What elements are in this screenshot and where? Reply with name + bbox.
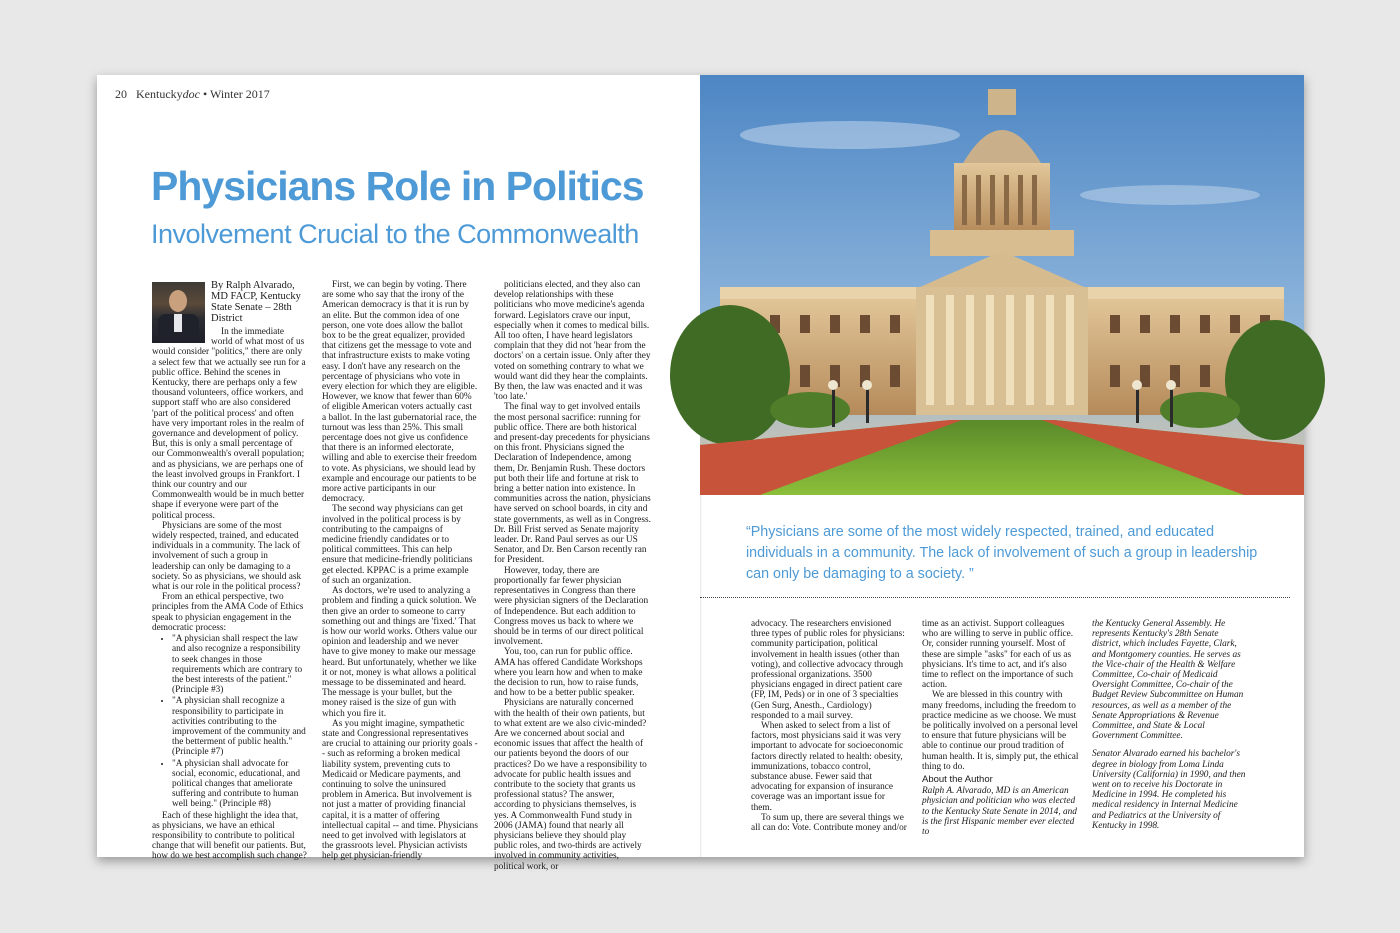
byline: By Ralph Alvarado, MD FACP, Kentucky State Senate – 28th District — [211, 280, 301, 324]
magazine-logo-mark: doc — [182, 87, 200, 101]
paragraph: Each of these highlight the idea that, as physicians, we have an ethical responsibility to contribute to political change that will benefit our patients. But, how do we best accomplish such change? — [152, 810, 307, 862]
author-bio: Senator Alvarado earned his bachelor's degree in biology from Loma Linda University (California) in 1990, and then went on to receive his Doctorate in Medicine in 1994. He completed his medical residency in Internal Medicine and Pediatrics at the University of Kentucky in 1998. — [1092, 749, 1246, 831]
text-column-3 — [494, 280, 651, 872]
author-photo — [152, 282, 205, 343]
magazine-name: Kentucky — [136, 87, 183, 101]
article-subtitle: Involvement Crucial to the Commonwealth — [151, 219, 639, 249]
list-item: • "A physician shall advocate for social, economic, educational, and political changes that ameliorate suffering and contribute to human well being." (Principle #8) — [172, 759, 307, 810]
paragraph: In the immediate world of what most of us would consider "politics," there are only a select few that we actually see run for a public office. Behind the scenes in Kentucky, there are perhaps only a few thousand volunteers, office workers, and support staff who are also considered 'part of the political process' and often have very important roles in the realm of governance and development of policy. But, this is only a small percentage of our Commonwealth's overall population; and as physicians, we are perhaps one of the least involved groups in Frankfort. I think our country and our Commonwealth would be in much better shape if everyone were part of the political process. — [152, 327, 306, 521]
paragraph: You, too, can run for public office. AMA has offered Candidate Workshops where you learn how and when to make the decision to run, how to raise funds, and how to be a better public speaker. — [494, 647, 643, 699]
text-column-2 — [322, 280, 478, 862]
ethics-principles-list — [152, 634, 307, 809]
paragraph: However, today, there are proportionally far fewer physician representatives in Congress than there were physician signers of the Declaration of Independence. But each addition to Congress moves us back to where we should be in terms of our direct political involvement. — [494, 565, 649, 648]
magazine-spread — [97, 75, 1304, 872]
paragraph: The final way to get involved entails the most personal sacrifice: running for public office. There are both historical and present-day precedents for physicians on this front. Physicians signed the Declaration of Independence, among them, Dr. Benjamin Rush. These doctors put both their life and fortune at risk to bring a better nation into existence. In communities across the nation, physicians have served on school boards, in city and state governments, as well as in Congress. Dr. Bill Frist served as Senate majority leader. Dr. Rand Paul serves as our US Senator, and Dr. Ben Carson recently ran for President. — [494, 402, 651, 566]
paragraph: politicians elected, and they also can develop relationships with these politicians who move medicine's agenda forward. Legislators crave our input, especially when it comes to medical bills. All too often, I have heard legislators complain that they did not 'hear from the doctors' on a certain issue. Only after they voted on something contrary to what we would want did they hear the complaints. By then, the law was enacted and it was 'too late.' — [494, 280, 651, 403]
paragraph: To sum up, there are several things we all can do: Vote. Contribute money and/or — [751, 812, 907, 834]
author-bio: the Kentucky General Assembly. He represents Kentucky's 28th Senate district, which includes Fayette, Clark, and Montgomery counties. He serves as the Vice-chair of the Health & Welfare Committee, Co-chair of Medicaid Oversight Committee, Co-chair of the Budget Review Subcommittee on Human resources, as well as a member of the Senate Appropriations & Revenue Committee, and State & Local Government Committee. — [1092, 619, 1244, 742]
paragraph: As you might imagine, sympathetic state and Congressional representatives are crucial to attaining our priority goals -- such as reforming a broken medical liability system, preventing cuts to Medicaid or Medicare payments, and continuing to solve the uninsured problem in America. But involvement is not just a matter of providing financial capital, it is a matter of offering intellectual capital -- and time. Physicians need to get involved with legislators at the grassroots level. Physician activists help get physician-friendly — [322, 718, 478, 862]
dotted-divider — [700, 597, 1290, 598]
paragraph: advocacy. The researchers envisioned three types of public roles for physicians: community participation, political involvement in health issues (other than voting), and collective advocacy through professional organizations. 3500 physicians engaged in direct patient care (FP, IM, Peds) or in one of 3 specialties (Gen Surg, Anesth., Cardiology) responded to a mail survey. — [751, 619, 905, 721]
article-title: Physicians Role in Politics — [151, 163, 644, 209]
paragraph: From an ethical perspective, two principles from the AMA Code of Ethics speak to physician engagement in the democratic process: — [152, 592, 304, 633]
about-author-heading: About the Author — [922, 774, 993, 786]
list-item: • "A physician shall recognize a responsibility to participate in activities contributing to the improvement of the community and the betterment of public health." (Principle #7) — [172, 696, 307, 757]
paragraph: First, we can begin by voting. There are some who say that the irony of the American democracy is that it is run by an elite. But the common idea of one person, one vote does allow the ballot box to be the great equalizer, provided that citizens get the message to vote and that infrastructure exists to make voting easy. I don't have any research on the percentage of physicians who vote in every election for which they are eligible. However, we know that fewer than 60% of eligible American voters actually cast a ballot. In the last gubernatorial race, the turnout was less than 25%. This small percentage does not give us confidence that there is an informed electorate, willing and able to exercise their freedom to vote. As physicians, we should lead by example and encourage our patients to be more active participants in our democracy. — [322, 280, 478, 505]
text-column-4 — [751, 619, 908, 844]
capitol-building-illustration — [700, 75, 1304, 495]
paragraph: As doctors, we're used to analyzing a problem and finding a quick solution. We then give an order to someone to carry something out and things are 'fixed.' That is how our world works. Others value our opinion and leadership and we never have to give money to make our message heard. But unfortunately, whether we like it or not, money is what allows a political message to be disseminated and heard. The message is your bullet, but the money raised is the size of gun with which you fire it. — [322, 586, 477, 719]
paragraph: When asked to select from a list of factors, most physicians said it was very important to advocate for socioeconomic factors directly related to health: obesity, immunizations, tobacco control, substance abuse. Fewer said that advocating for expansion of insurance coverage was an important issue for them. — [751, 721, 904, 813]
page-number: 20 — [115, 87, 127, 101]
text-column-1 — [152, 280, 307, 862]
paragraph: time as an activist. Support colleagues who are willing to serve in public office. Or, consider running yourself. Most of these are simple "asks" for each of us as physicians. It's time to act, and it's also time to reflect on the importance of such action. — [922, 619, 1074, 691]
paragraph: Physicians are some of the most widely respected, trained, and educated individuals in a community. The lack of involvement of such a group in leadership can only be damaging to a society. So as physicians, we should ask what is our role in the political process? — [152, 520, 302, 593]
list-item: • "A physician shall respect the law and also recognize a responsibility to seek changes in those requirements which are contrary to the best interests of the patient." (Principle #3) — [172, 634, 307, 695]
issue-date: • Winter 2017 — [202, 87, 270, 101]
text-column-6 — [1092, 619, 1247, 844]
capitol-photo — [700, 75, 1304, 495]
pull-quote: “Physicians are some of the most widely respected, trained, and educated individuals in a community. The lack of involvement of such a group in leadership can only be damaging to a society. ” — [746, 524, 1258, 582]
text-column-5 — [922, 619, 1079, 844]
paragraph: We are blessed in this country with many freedoms, including the freedom to practice medicine as we choose. We must be politically involved on a personal level to ensure that future physicians will be able to continue our proud tradition of human health. It is, simply put, the ethical thing to do. — [922, 690, 1079, 772]
paragraph: The second way physicians can get involved in the political process is by contributing to the campaigns of medicine friendly candidates or to political committees. This can help ensure that medicine-friendly politicians get elected. KPPAC is a prime example of such an organization. — [322, 504, 473, 586]
author-bio: Ralph A. Alvarado, MD is an American physician and politician who was elected to the Kentucky State Senate in 2014, and is the first Hispanic member ever elected to — [922, 786, 1077, 838]
folio — [115, 87, 270, 102]
paragraph: Physicians are naturally concerned with the health of their own patients, but to what extent are we also civic-minded? Are we concerned about social and economic issues that affect the health of our patients beyond the doors of our practices? Do we have a responsibility to advocate for public health issues and contribute to the society that grants us professional status? The answer, according to physicians themselves, is yes. A Commonwealth Fund study in 2006 (JAMA) found that nearly all physicians believe they should play public roles, and two-thirds are actively involved in community activities, political work, or — [494, 698, 647, 872]
